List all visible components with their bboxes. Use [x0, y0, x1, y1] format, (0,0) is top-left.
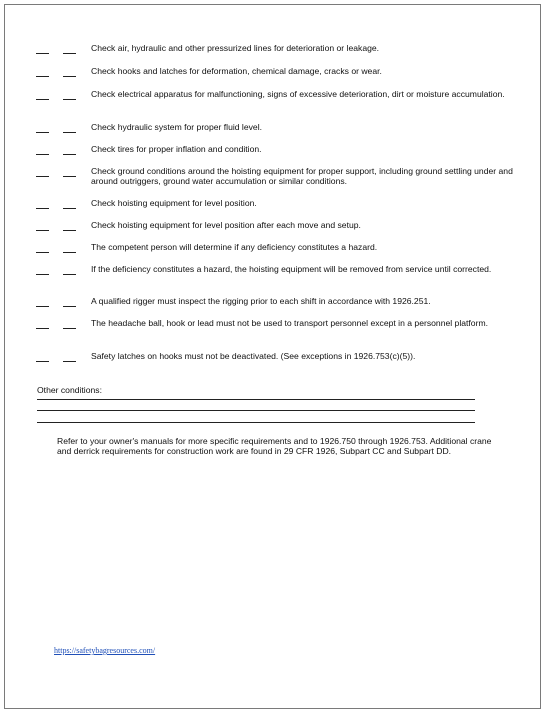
checkbox-blank[interactable] [36, 328, 49, 329]
checkbox-blank[interactable] [63, 99, 76, 100]
checklist-item [33, 122, 513, 132]
other-conditions-label: Other conditions: [37, 385, 102, 395]
checklist-item-text: The headache ball, hook or lead must not be used to transport personnel except in a personnel platform. [91, 318, 488, 328]
footer-link[interactable]: https://safetybagresources.com/ [54, 646, 156, 655]
checkbox-blank[interactable] [63, 252, 76, 253]
checklist-item [33, 89, 513, 99]
checklist-item-text: Check hoisting equipment for level position after each move and setup. [91, 220, 361, 230]
checkbox-blank[interactable] [63, 274, 76, 275]
other-conditions-line[interactable] [37, 399, 475, 400]
checklist-item [33, 198, 513, 208]
checklist-item-text: If the deficiency constitutes a hazard, the hoisting equipment will be removed from service until corrected. [91, 264, 492, 274]
checkbox-blank[interactable] [36, 176, 49, 177]
checklist-item [33, 242, 513, 252]
checklist-item-text: The competent person will determine if any deficiency constitutes a hazard. [91, 242, 378, 252]
checklist-item-text: Safety latches on hooks must not be deactivated. (See exceptions in 1926.753(c)(5)). [91, 351, 416, 361]
checklist-item-text: Check hooks and latches for deformation, chemical damage, cracks or wear. [91, 66, 382, 76]
checkbox-blank[interactable] [63, 154, 76, 155]
reference-note: Refer to your owner's manuals for more specific requirements and to 1926.750 through 1926.753. Additional crane and derrick requirements for construction work are found in 29 CFR 1926, Subpart CC and Subpart DD. [57, 436, 492, 457]
checkbox-blank[interactable] [63, 176, 76, 177]
document-page [4, 4, 541, 709]
checkbox-blank[interactable] [36, 154, 49, 155]
checkbox-blank[interactable] [36, 132, 49, 133]
checklist-item [33, 351, 513, 361]
checklist-item-text: Check ground conditions around the hoisting equipment for proper support, including ground settling under and around outriggers, ground water accumulation or similar conditions. [91, 166, 513, 186]
checklist-item-text: A qualified rigger must inspect the rigging prior to each shift in accordance with 1926.251. [91, 296, 431, 306]
checkbox-blank[interactable] [63, 208, 76, 209]
checklist-item [33, 43, 513, 53]
checklist-item-text: Check hydraulic system for proper fluid level. [91, 122, 262, 132]
checkbox-blank[interactable] [63, 76, 76, 77]
checkbox-blank[interactable] [36, 99, 49, 100]
checkbox-blank[interactable] [36, 76, 49, 77]
checklist-item [33, 166, 513, 186]
checklist-item [33, 264, 513, 274]
checkbox-blank[interactable] [36, 208, 49, 209]
checkbox-blank[interactable] [36, 306, 49, 307]
checkbox-blank[interactable] [36, 274, 49, 275]
checklist-item-text: Check hoisting equipment for level position. [91, 198, 257, 208]
checkbox-blank[interactable] [36, 361, 49, 362]
checkbox-blank[interactable] [36, 53, 49, 54]
checkbox-blank[interactable] [63, 306, 76, 307]
checklist-item [33, 296, 513, 306]
checkbox-blank[interactable] [63, 132, 76, 133]
checkbox-blank[interactable] [63, 230, 76, 231]
checklist-item [33, 66, 513, 76]
checklist-item [33, 318, 513, 328]
other-conditions-line[interactable] [37, 422, 475, 423]
checklist-item-text: Check tires for proper inflation and condition. [91, 144, 262, 154]
checkbox-blank[interactable] [36, 252, 49, 253]
other-conditions-line[interactable] [37, 410, 475, 411]
checkbox-blank[interactable] [63, 328, 76, 329]
checklist-item [33, 220, 513, 230]
checkbox-blank[interactable] [36, 230, 49, 231]
checkbox-blank[interactable] [63, 361, 76, 362]
checklist-item [33, 144, 513, 154]
checklist-item-text: Check air, hydraulic and other pressurized lines for deterioration or leakage. [91, 43, 380, 53]
checklist-item-text: Check electrical apparatus for malfunctioning, signs of excessive deterioration, dirt or moisture accumulation. [91, 89, 505, 99]
checkbox-blank[interactable] [63, 53, 76, 54]
